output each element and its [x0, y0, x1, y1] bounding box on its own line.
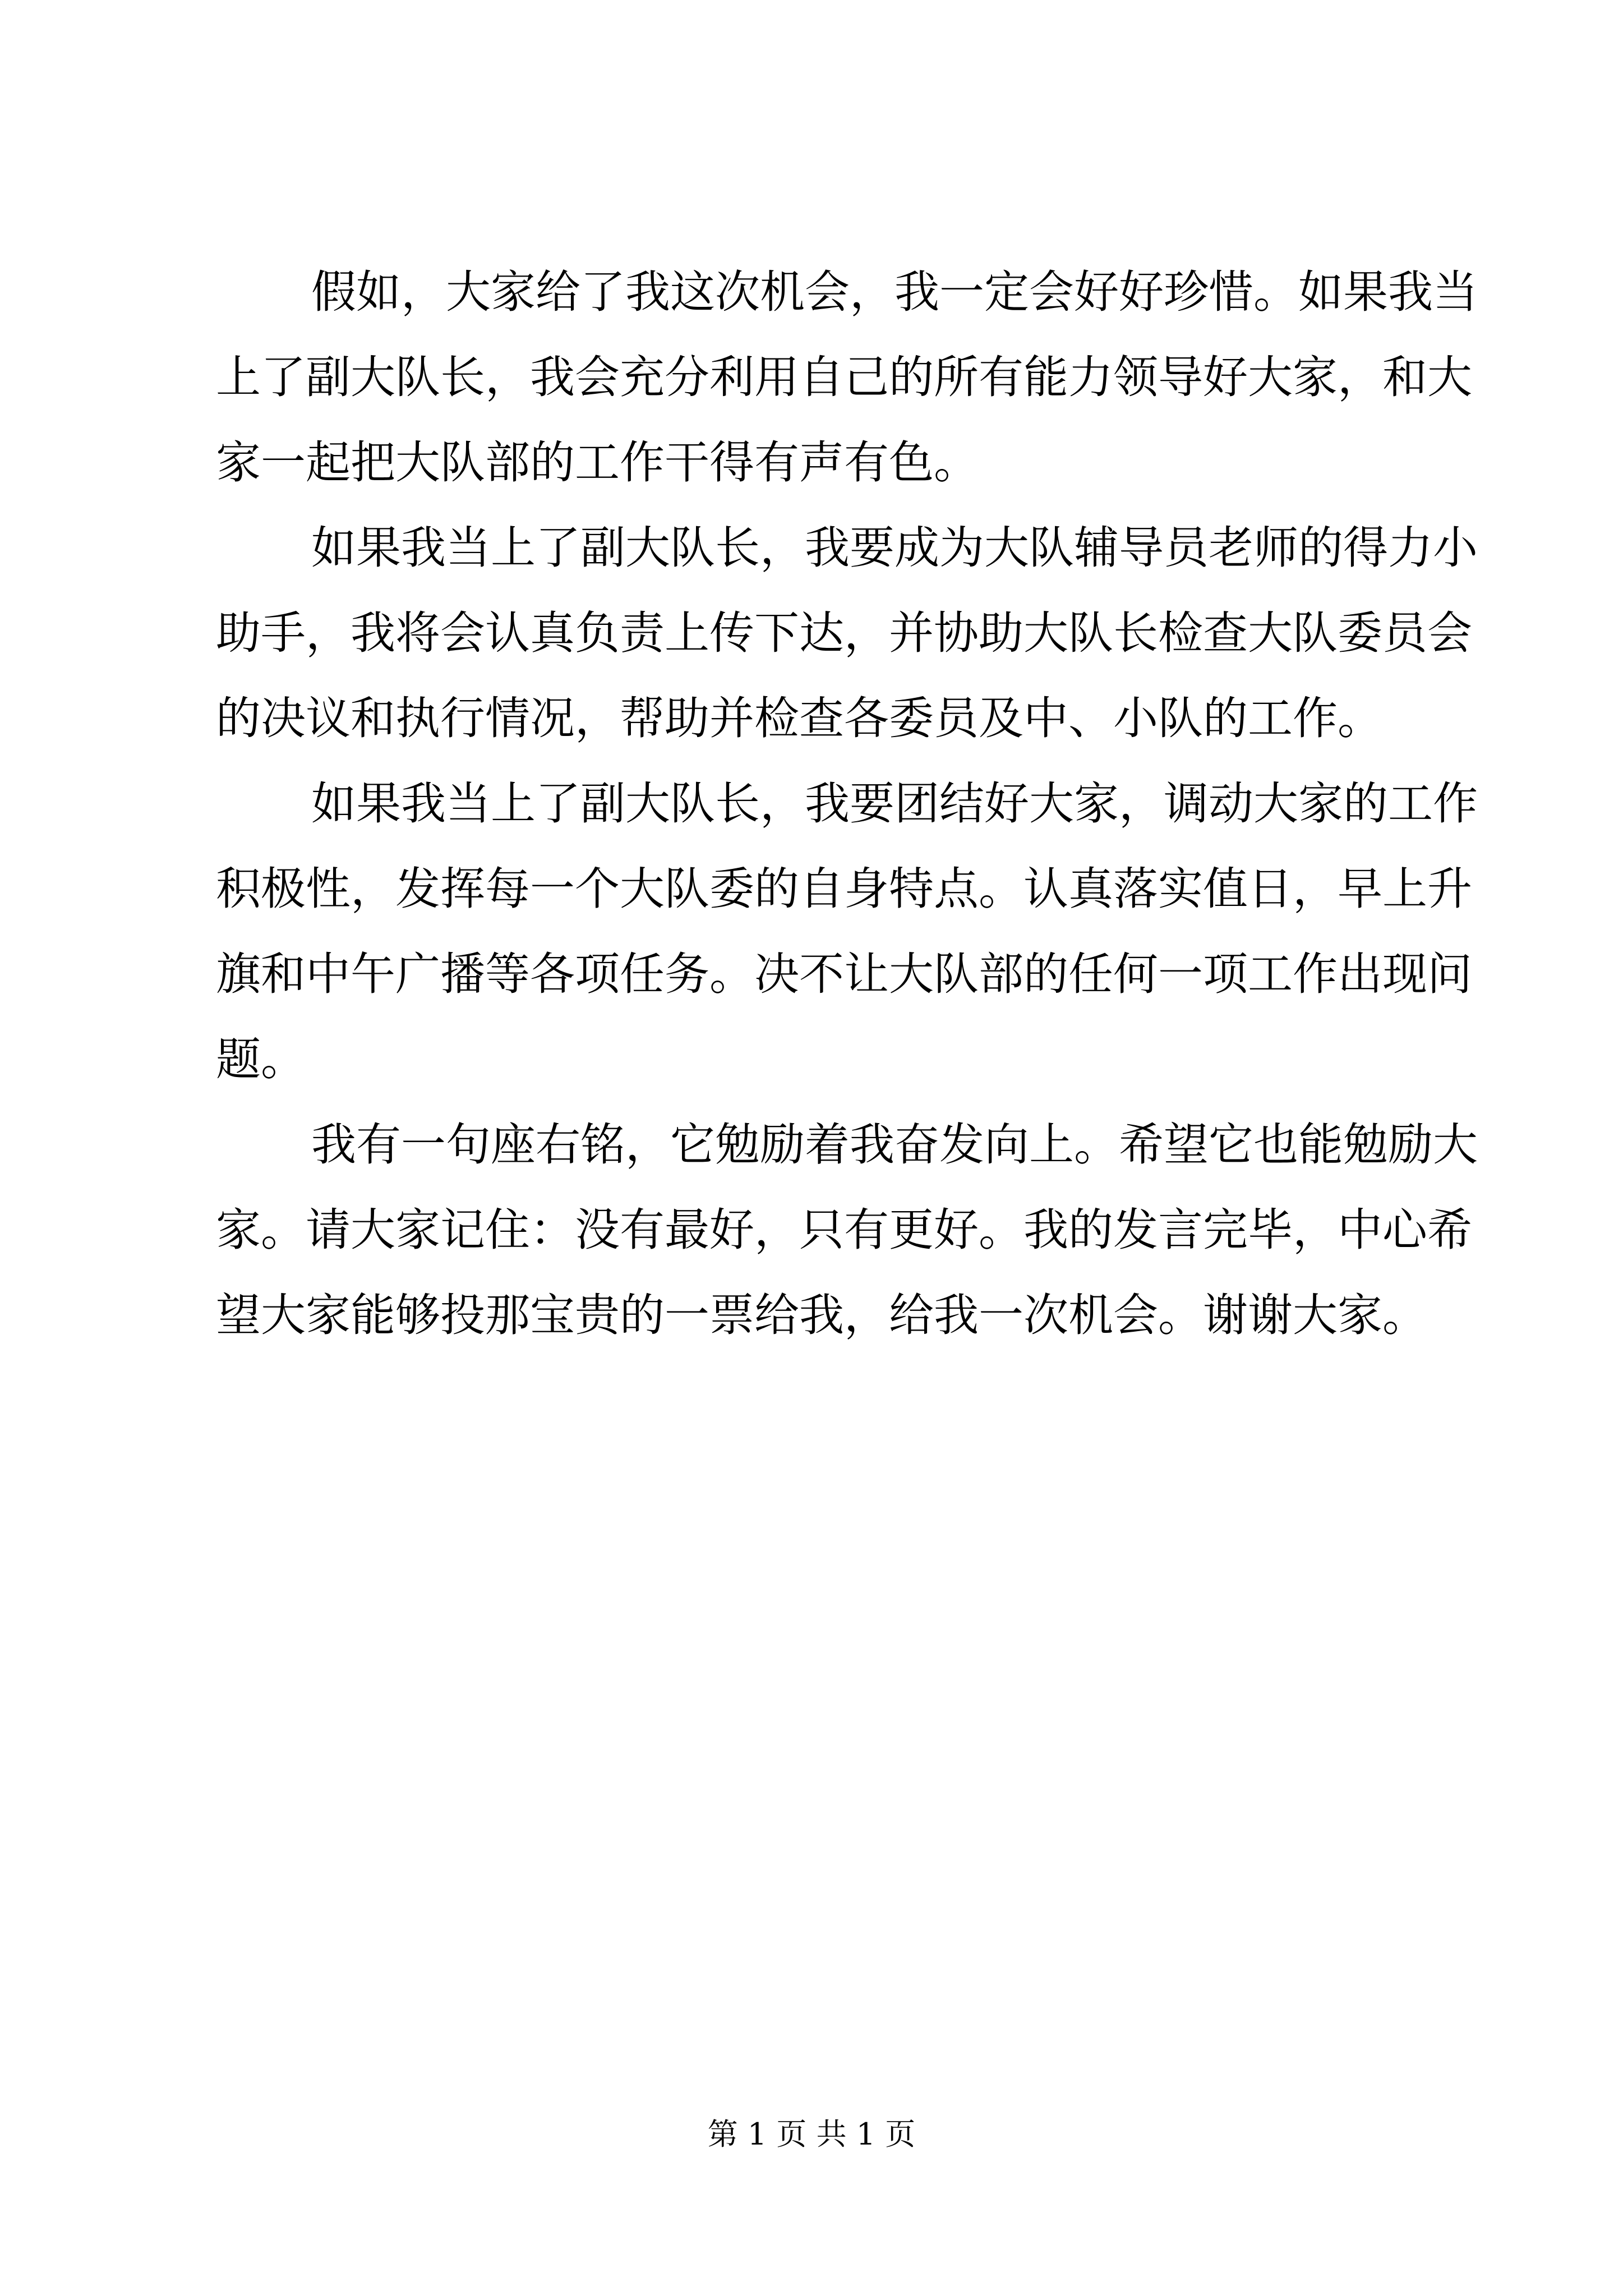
paragraph-line: 题。	[216, 1033, 306, 1085]
paragraph-3	[216, 761, 1478, 1102]
paragraph-line: 助手，我将会认真负责上传下达，并协助大队长检查大队委员会	[216, 607, 1472, 659]
paragraph-line: 家。请大家记住：没有最好，只有更好。我的发言完毕，中心希	[216, 1204, 1472, 1256]
paragraph-line: 望大家能够投那宝贵的一票给我，给我一次机会。谢谢大家。	[216, 1289, 1427, 1341]
paragraph-2	[216, 505, 1478, 761]
paragraph-line: 积极性，发挥每一个大队委的自身特点。认真落实值日，早上升	[216, 863, 1472, 915]
paragraph-line: 假如，大家给了我这次机会，我一定会好好珍惜。如果我当	[311, 266, 1478, 318]
page-number-footer: 第 1 页 共 1 页	[707, 2116, 916, 2152]
paragraph-line: 上了副大队长，我会充分利用自己的所有能力领导好大家，和大	[216, 351, 1472, 403]
paragraph-4	[216, 1102, 1478, 1358]
paragraph-1	[216, 250, 1478, 505]
paragraph-line: 我有一句座右铭，它勉励着我奋发向上。希望它也能勉励大	[311, 1119, 1478, 1171]
paragraph-line: 的决议和执行情况，帮助并检查各委员及中、小队的工作。	[216, 692, 1382, 744]
paragraph-line: 家一起把大队部的工作干得有声有色。	[216, 436, 979, 489]
paragraph-line: 旗和中午广播等各项任务。决不让大队部的任何一项工作出现问	[216, 948, 1472, 1000]
paragraph-line: 如果我当上了副大队长，我要成为大队辅导员老师的得力小	[311, 522, 1478, 574]
paragraph-line: 如果我当上了副大队长，我要团结好大家，调动大家的工作	[311, 777, 1478, 830]
document-body	[216, 250, 1478, 1358]
